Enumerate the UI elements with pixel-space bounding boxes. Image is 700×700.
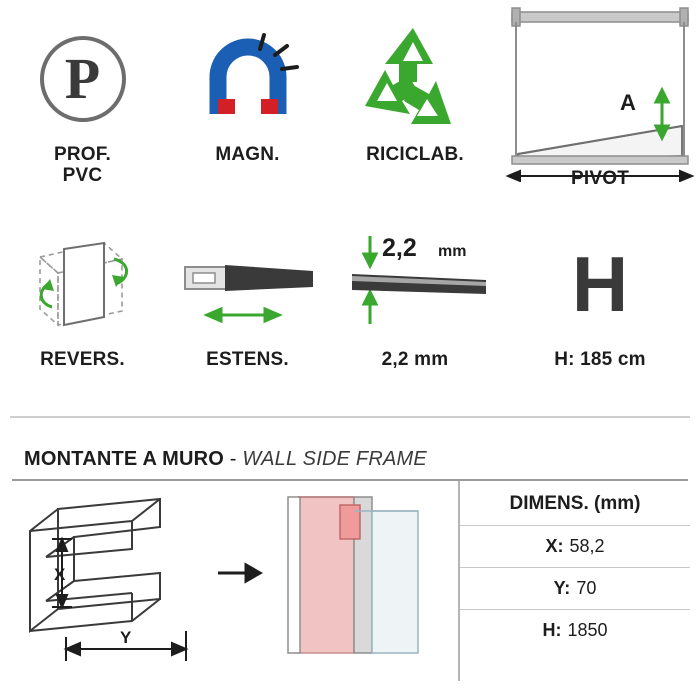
wall-side-frame-panel <box>10 436 690 688</box>
dim-key-h: H: <box>542 620 562 640</box>
feature-magnetic <box>165 0 330 205</box>
magnet-icon <box>165 14 330 144</box>
dim-label-x: X <box>54 565 66 584</box>
panel-title-bold: MONTANTE A MURO <box>24 448 225 470</box>
feature-label-prof-pvc: PROF. PVC <box>54 144 111 187</box>
feature-label-extendable: ESTENS. <box>206 349 289 370</box>
feature-label-height: H: 185 cm <box>554 349 646 370</box>
dim-label-y: Y <box>120 628 132 647</box>
panel-title-italic: WALL SIDE FRAME <box>242 448 427 470</box>
dim-key-x: X: <box>545 536 564 556</box>
feature-label-pivot: PIVOT <box>570 168 629 189</box>
feature-label-magnetic: MAGN. <box>215 144 280 165</box>
panel-title <box>10 436 690 479</box>
extension-icon <box>165 219 330 349</box>
feature-pivot <box>500 0 700 205</box>
feature-extendable <box>165 205 330 410</box>
reversible-icon <box>0 219 165 349</box>
pvc-profile-icon <box>0 14 165 144</box>
feature-height <box>500 205 700 410</box>
table-row <box>460 609 690 651</box>
glass-thickness-icon <box>330 219 500 349</box>
table-row <box>460 567 690 609</box>
feature-reversible <box>0 205 165 410</box>
dim-value-x: 58,2 <box>569 536 605 556</box>
feature-label-thickness: 2,2 mm <box>381 349 449 370</box>
table-row <box>460 525 690 567</box>
svg-text:mm: mm <box>438 243 467 260</box>
feature-thickness <box>330 205 500 410</box>
feature-label-reversible: REVERS. <box>40 349 125 370</box>
svg-text:2,2: 2,2 <box>382 234 417 262</box>
feature-prof-pvc <box>0 0 165 205</box>
height-letter-icon <box>500 219 700 349</box>
pivot-door-icon <box>500 6 700 182</box>
frame-drawing <box>10 481 458 681</box>
dim-value-h: 1850 <box>567 620 608 640</box>
dim-value-y: 70 <box>576 578 597 598</box>
panel-body <box>10 481 690 681</box>
dimensions-header: DIMENS. (mm) <box>509 493 641 514</box>
feature-recyclable <box>330 0 500 205</box>
dim-key-y: Y: <box>553 578 571 598</box>
section-divider <box>10 416 690 418</box>
dimensions-table <box>458 481 690 681</box>
panel-title-dash: - <box>224 448 243 470</box>
pvc-letter: P <box>64 46 101 111</box>
recycling-icon <box>330 14 500 144</box>
feature-label-recyclable: RICICLAB. <box>366 144 464 165</box>
height-letter: H <box>571 240 629 328</box>
pivot-dim-letter: A <box>620 90 636 115</box>
